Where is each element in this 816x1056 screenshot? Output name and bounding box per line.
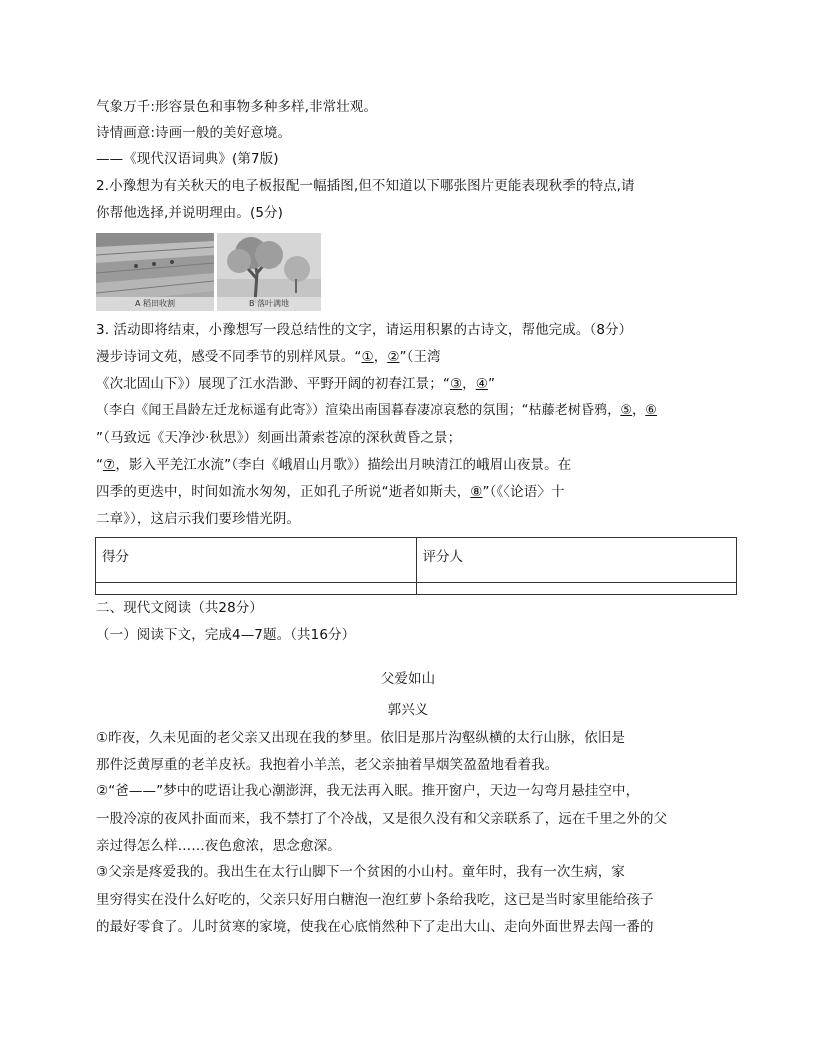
paragraph-2-line-3: 亲过得怎么样……夜色愈浓，思念愈深。 (96, 838, 341, 854)
question-3-line-4 (96, 401, 657, 421)
article-title: 父爱如山 (380, 671, 436, 687)
paragraph-1-line-1: ①昨夜，久未见面的老父亲又出现在我的梦里。依旧是那片沟壑纵横的太行山脉，依旧是 (96, 730, 626, 746)
idiom-definition-2: 诗情画意:诗画一般的美好意境。 (96, 125, 292, 141)
text: ， (632, 403, 646, 418)
blank-7: ⑦ (103, 457, 116, 473)
grader-label: 评分人 (416, 538, 737, 583)
paragraph-3-line-1: ③父亲是疼爱我的。我出生在太行山脚下一个贫困的小山村。童年时，我有一次生病，家 (96, 864, 626, 880)
idiom-definition-1: 气象万千:形容景色和事物多种多样,非常壮观。 (96, 99, 378, 115)
question-3-line-1: 3. 活动即将结束，小豫想写一段总结性的文字，请运用积累的古诗文，帮他完成。（8分） (96, 322, 633, 338)
text: （李白《闻王昌龄左迁龙标遥有此寄》）渲染出南国暮春凄凉哀愁的氛围；“枯藤老树昏鸦， (96, 403, 621, 418)
blank-2: ② (387, 349, 400, 365)
paragraph-3-line-2: 里穷得实在没什么好吃的，父亲只好用白糖泡一泡红萝卜条给我吃，这已是当时家里能给孩子 (96, 892, 654, 908)
article-author: 郭兴义 (387, 702, 429, 718)
paragraph-3-line-3: 的最好零食了。儿时贫寒的家境，使我在心底悄然种下了走出大山、走向外面世界去闯一番的 (96, 919, 654, 935)
section-2-subtitle: （一）阅读下文，完成4—7题。（共16分） (96, 627, 356, 643)
score-table (95, 537, 737, 595)
text: 四季的更迭中，时间如流水匆匆，正如孔子所说“逝者如斯夫， (96, 484, 471, 500)
question-2-line-2: 你帮他选择,并说明理由。(5分) (96, 205, 284, 221)
blank-8: ⑧ (470, 484, 483, 500)
text: ” (487, 376, 496, 392)
text: ，影入平羌江水流”（李白《峨眉山月歌》）描绘出月映清江的峨眉山夜景。在 (115, 457, 572, 473)
image-b-caption: B 落叶满地 (217, 297, 321, 311)
text: 《次北固山下》）展现了江水浩渺、平野开阔的初春江景；“ (96, 376, 450, 392)
blank-6: ⑥ (645, 403, 657, 418)
question-3-line-5: ”（马致远《天净沙·秋思》）刻画出萧索苍凉的深秋黄昏之景； (96, 430, 462, 446)
text: ， (462, 376, 476, 392)
question-3-line-2 (96, 347, 441, 367)
text: 漫步诗词文苑，感受不同季节的别样风景。“ (96, 349, 362, 365)
score-label: 得分 (96, 538, 417, 583)
dictionary-source: ——《现代汉语词典》(第7版) (96, 151, 279, 167)
paragraph-2-line-2: 一股冷凉的夜风扑面而来，我不禁打了个冷战，又是很久没有和父亲联系了，远在千里之外的父 (96, 811, 668, 827)
text: ， (373, 349, 388, 365)
blank-5: ⑤ (620, 403, 633, 418)
question-3-line-3 (96, 374, 495, 394)
question-3-line-8: 二章》），这启示我们要珍惜光阴。 (96, 511, 301, 527)
text: “ (96, 457, 104, 473)
grader-cell (416, 583, 737, 595)
image-b-fallen-leaves (217, 233, 321, 311)
text: ”（王湾 (399, 349, 441, 365)
image-a-rice-harvest (96, 233, 214, 311)
section-2-title: 二、现代文阅读（共28分） (96, 600, 263, 616)
blank-1: ① (361, 349, 374, 365)
paragraph-2-line-1: ②“爸——”梦中的呓语让我心潮澎湃，我无法再入眠。推开窗户，天边一勾弯月悬挂空中， (96, 783, 640, 799)
blank-3: ③ (449, 376, 463, 392)
paragraph-1-line-2: 那件泛黄厚重的老羊皮袄。我抱着小羊羔，老父亲抽着旱烟笑盈盈地看着我。 (96, 757, 559, 773)
blank-4: ④ (475, 376, 488, 392)
image-a-caption: A 稻田收割 (96, 297, 214, 311)
question-3-line-6 (96, 455, 571, 475)
text: ”（《〈论语〉十 (482, 484, 565, 500)
question-2-line-1: 2.小豫想为有关秋天的电子板报配一幅插图,但不知道以下哪张图片更能表现秋季的特点,请 (96, 178, 635, 194)
score-cell (96, 583, 417, 595)
question-3-line-7 (96, 482, 565, 502)
